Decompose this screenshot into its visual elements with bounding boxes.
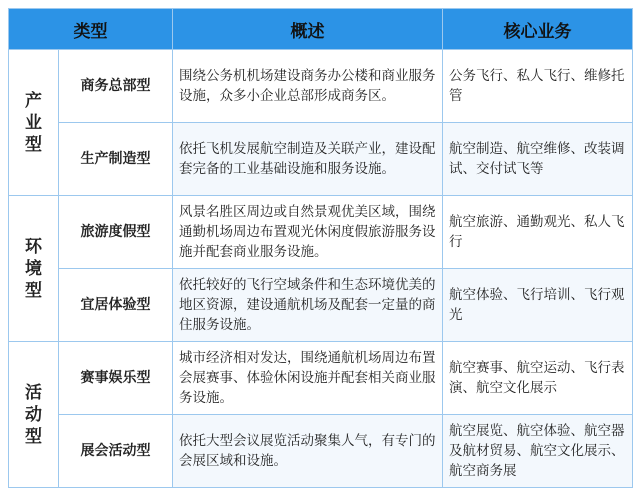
core-business-cell: 航空展览、航空体验、航空器及航材贸易、航空文化展示、航空商务展 bbox=[443, 415, 633, 488]
subtype-cell: 展会活动型 bbox=[59, 415, 173, 488]
description-cell: 依托大型会议展览活动聚集人气，有专门的会展区域和设施。 bbox=[173, 415, 443, 488]
category-label: 产业型 bbox=[25, 90, 42, 155]
core-business-cell: 航空赛事、航空运动、飞行表演、航空文化展示 bbox=[443, 342, 633, 415]
core-business-cell: 公务飞行、私人飞行、维修托管 bbox=[443, 50, 633, 123]
core-business-cell: 航空体验、飞行培训、飞行观光 bbox=[443, 269, 633, 342]
category-label: 活动型 bbox=[25, 382, 42, 447]
table-row bbox=[9, 342, 633, 415]
description-cell: 依托飞机发展航空制造及关联产业，建设配套完备的工业基础设施和服务设施。 bbox=[173, 123, 443, 196]
subtype-cell: 旅游度假型 bbox=[59, 196, 173, 269]
description-cell: 依托较好的飞行空域条件和生态环境优美的地区资源，建设通航机场及配套一定量的商住服务设施。 bbox=[173, 269, 443, 342]
header-type: 类型 bbox=[9, 9, 173, 50]
airport-type-table-wrapper bbox=[8, 8, 632, 493]
header-overview: 概述 bbox=[173, 9, 443, 50]
table-row bbox=[9, 123, 633, 196]
category-cell bbox=[9, 342, 59, 488]
description-cell: 风景名胜区周边或自然景观优美区域，围绕通勤机场周边布置观光休闲度假旅游服务设施并配套商业服务设施。 bbox=[173, 196, 443, 269]
table-row bbox=[9, 415, 633, 488]
header-core-business: 核心业务 bbox=[443, 9, 633, 50]
table-row bbox=[9, 269, 633, 342]
subtype-cell: 生产制造型 bbox=[59, 123, 173, 196]
category-cell bbox=[9, 196, 59, 342]
table-row bbox=[9, 196, 633, 269]
subtype-cell: 商务总部型 bbox=[59, 50, 173, 123]
core-business-cell: 航空制造、航空维修、改装调试、交付试飞等 bbox=[443, 123, 633, 196]
subtype-cell: 赛事娱乐型 bbox=[59, 342, 173, 415]
description-cell: 城市经济相对发达，围绕通航机场周边布置会展赛事、体验休闲设施并配套相关商业服务设施。 bbox=[173, 342, 443, 415]
table-header-row bbox=[9, 9, 633, 50]
category-cell bbox=[9, 50, 59, 196]
description-cell: 围绕公务机机场建设商务办公楼和商业服务设施，众多小企业总部形成商务区。 bbox=[173, 50, 443, 123]
subtype-cell: 宜居体验型 bbox=[59, 269, 173, 342]
category-label: 环境型 bbox=[25, 236, 42, 301]
table-row bbox=[9, 50, 633, 123]
airport-type-table bbox=[8, 8, 633, 488]
core-business-cell: 航空旅游、通勤观光、私人飞行 bbox=[443, 196, 633, 269]
